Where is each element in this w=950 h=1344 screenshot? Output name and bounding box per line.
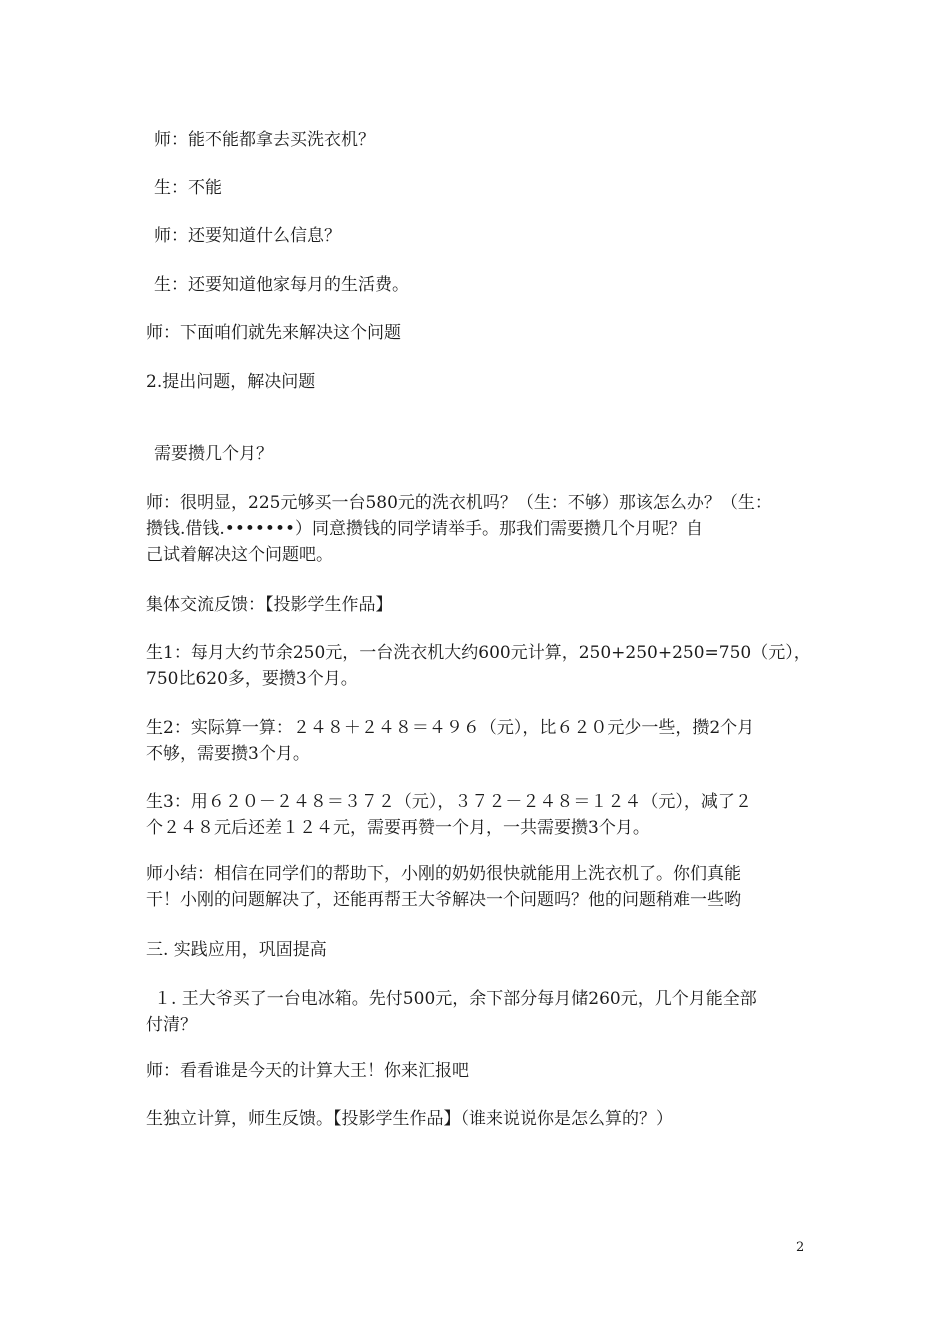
paragraph-line: 攒钱.借钱.•••••••）同意攒钱的同学请举手。那我们需要攒几个月呢？自 [146, 519, 703, 539]
paragraph-line: 师：很明显，225元够买一台580元的洗衣机吗？（生：不够）那该怎么办？（生： [146, 493, 772, 513]
paragraph-line: 生：还要知道他家每月的生活费。 [154, 275, 409, 295]
paragraph-line: １. 王大爷买了一台电冰箱。先付500元，余下部分每月储260元，几个月能全部 [154, 989, 757, 1009]
paragraph-line: 师：能不能都拿去买洗衣机？ [154, 130, 375, 150]
paragraph [154, 127, 826, 153]
paragraph-line: 生：不能 [154, 178, 222, 198]
paragraph-line: 750比620多，要攒3个月。 [146, 669, 358, 689]
paragraph-line: 2.提出问题，解决问题 [146, 372, 316, 392]
paragraph-line: 师：下面咱们就先来解决这个问题 [146, 323, 401, 343]
paragraph-line: 师：还要知道什么信息？ [154, 226, 341, 246]
paragraph [146, 1106, 818, 1132]
paragraph [146, 640, 818, 692]
paragraph [146, 789, 818, 841]
paragraph [146, 1058, 818, 1084]
paragraph-line: 个２４８元后还差１２４元，需要再赞一个月，一共需要攒3个月。 [146, 818, 650, 838]
paragraph-line: 师：看看谁是今天的计算大王！你来汇报吧 [146, 1061, 469, 1081]
paragraph-line: 集体交流反馈：【投影学生作品】 [146, 595, 393, 615]
section-heading [146, 369, 818, 395]
paragraph-line: 生3：用６２０－２４８＝３７２（元），３７２－２４８＝１２４（元），减了２ [146, 792, 752, 812]
paragraph-line: 师小结：相信在同学们的帮助下，小刚的奶奶很快就能用上洗衣机了。你们真能 [146, 864, 741, 884]
paragraph [146, 320, 818, 346]
paragraph [154, 175, 826, 201]
paragraph-line: 不够，需要攒3个月。 [146, 744, 310, 764]
paragraph [154, 441, 826, 467]
paragraph-line: 三. 实践应用，巩固提高 [146, 940, 327, 960]
paragraph [154, 223, 826, 249]
paragraph [146, 861, 818, 913]
paragraph-line: 己试着解决这个问题吧。 [146, 545, 333, 565]
paragraph-line: 生2：实际算一算：２４８＋２４８＝４９６（元），比６２０元少一些，攒2个月 [146, 718, 755, 738]
paragraph-line: 生1：每月大约节余250元，一台洗衣机大约600元计算，250+250+250=750（元）， [146, 643, 811, 663]
paragraph [146, 986, 826, 1038]
paragraph [146, 490, 818, 568]
paragraph-line: 付清？ [146, 1015, 197, 1035]
paragraph [154, 272, 826, 298]
section-heading [146, 937, 818, 963]
page-number: 2 [796, 1240, 805, 1255]
paragraph-line: 干！小刚的问题解决了，还能再帮王大爷解决一个问题吗？他的问题稍难一些哟 [146, 890, 741, 910]
paragraph-line: 需要攒几个月？ [154, 444, 273, 464]
paragraph [146, 715, 818, 767]
paragraph [146, 592, 818, 618]
paragraph-line: 生独立计算，师生反馈。【投影学生作品】（谁来说说你是怎么算的？） [146, 1109, 673, 1129]
